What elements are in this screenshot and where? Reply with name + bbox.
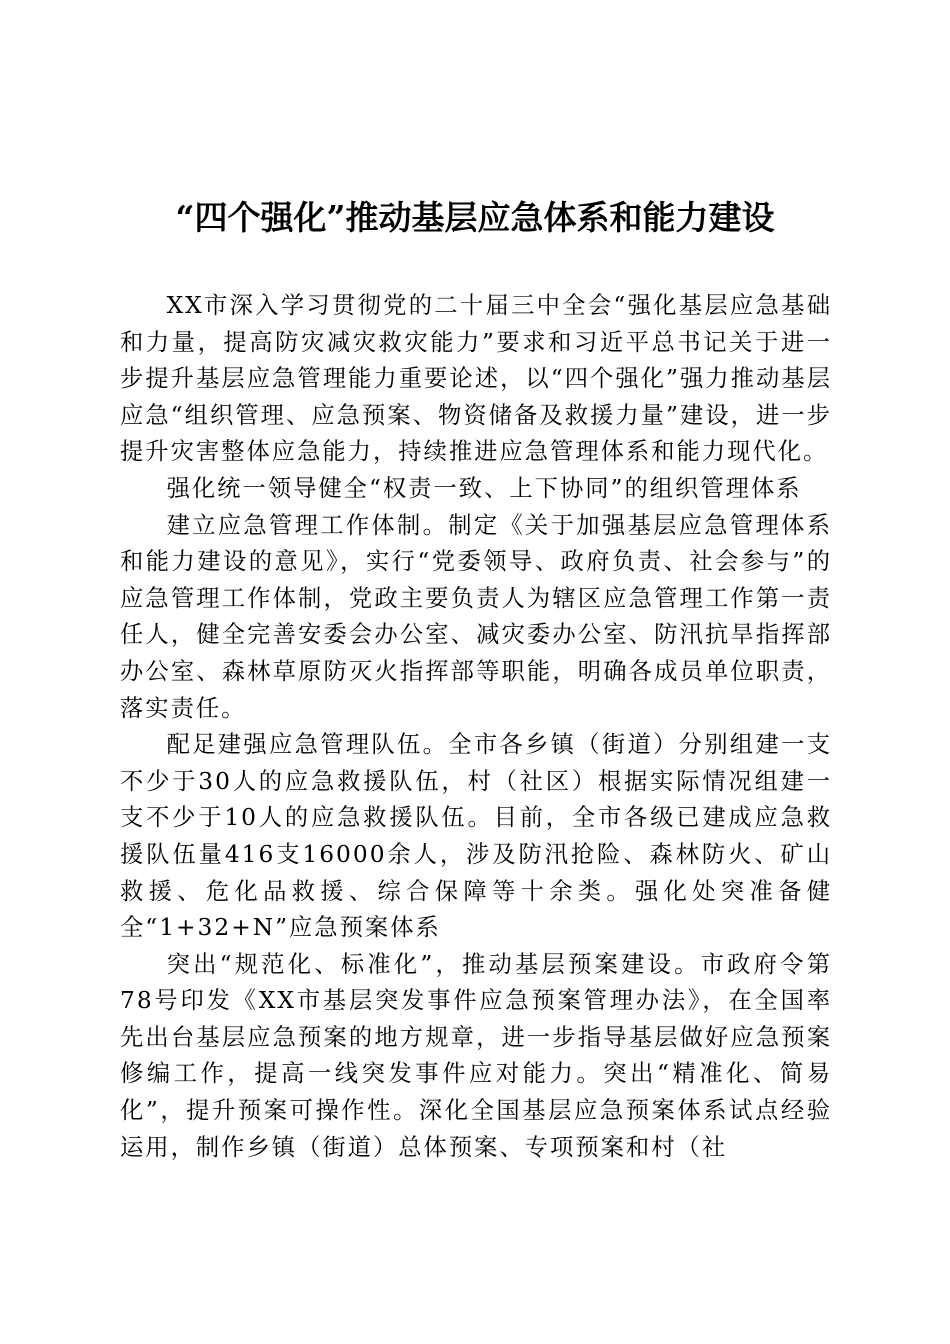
paragraph-intro: XX市深入学习贯彻党的二十届三中全会“强化基层应急基础和力量，提高防灾减灾救灾能力”要求和习近平总书记关于进一步提升基层应急管理能力重要论述，以“四个强化”强力推动基层应急“组织管理、应急预案、物资储备及救援力量”建设，进一步提升灾害整体应急能力，持续推进应急管理体系和能力现代化。 xyxy=(120,292,832,466)
paragraph-work-system: 建立应急管理工作体制。制定《关于加强基层应急管理体系和能力建设的意见》，实行“党委领导、政府负责、社会参与”的应急管理工作体制，党政主要负责人为辖区应急管理工作第一责任人，健全完善安委会办公室、减灾委办公室、防汛抗旱指挥部办公室、森林草原防灭火指挥部等职能，明确各成员单位职责，落实责任。 xyxy=(120,511,832,722)
paragraph-plan-building: 突出“规范化、标准化”，推动基层预案建设。市政府令第78号印发《XX市基层突发事件应急预案管理办法》，在全国率先出台基层应急预案的地方规章，进一步指导基层做好应急预案修编工作，提高一线突发事件应对能力。突出“精准化、简易化”，提升预案可操作性。深化全国基层应急预案体系试点经验运用，制作乡镇（街道）总体预案、专项预案和村（社 xyxy=(120,950,832,1161)
document-title: “四个强化”推动基层应急体系和能力建设 xyxy=(175,198,775,237)
paragraph-section-heading-1: 强化统一领导健全“权责一致、上下协同”的组织管理体系 xyxy=(166,474,802,502)
document-body xyxy=(120,288,832,1166)
paragraph-rescue-teams: 配足建强应急管理队伍。全市各乡镇（街道）分别组建一支不少于30人的应急救援队伍，村（社区）根据实际情况组建一支不少于10人的应急救援队伍。目前，全市各级已建成应急救援队伍量416支16000余人，涉及防汛抢险、森林防火、矿山救援、危化品救援、综合保障等十余类。强化处突准备健全“1+32+N”应急预案体系 xyxy=(120,731,832,942)
